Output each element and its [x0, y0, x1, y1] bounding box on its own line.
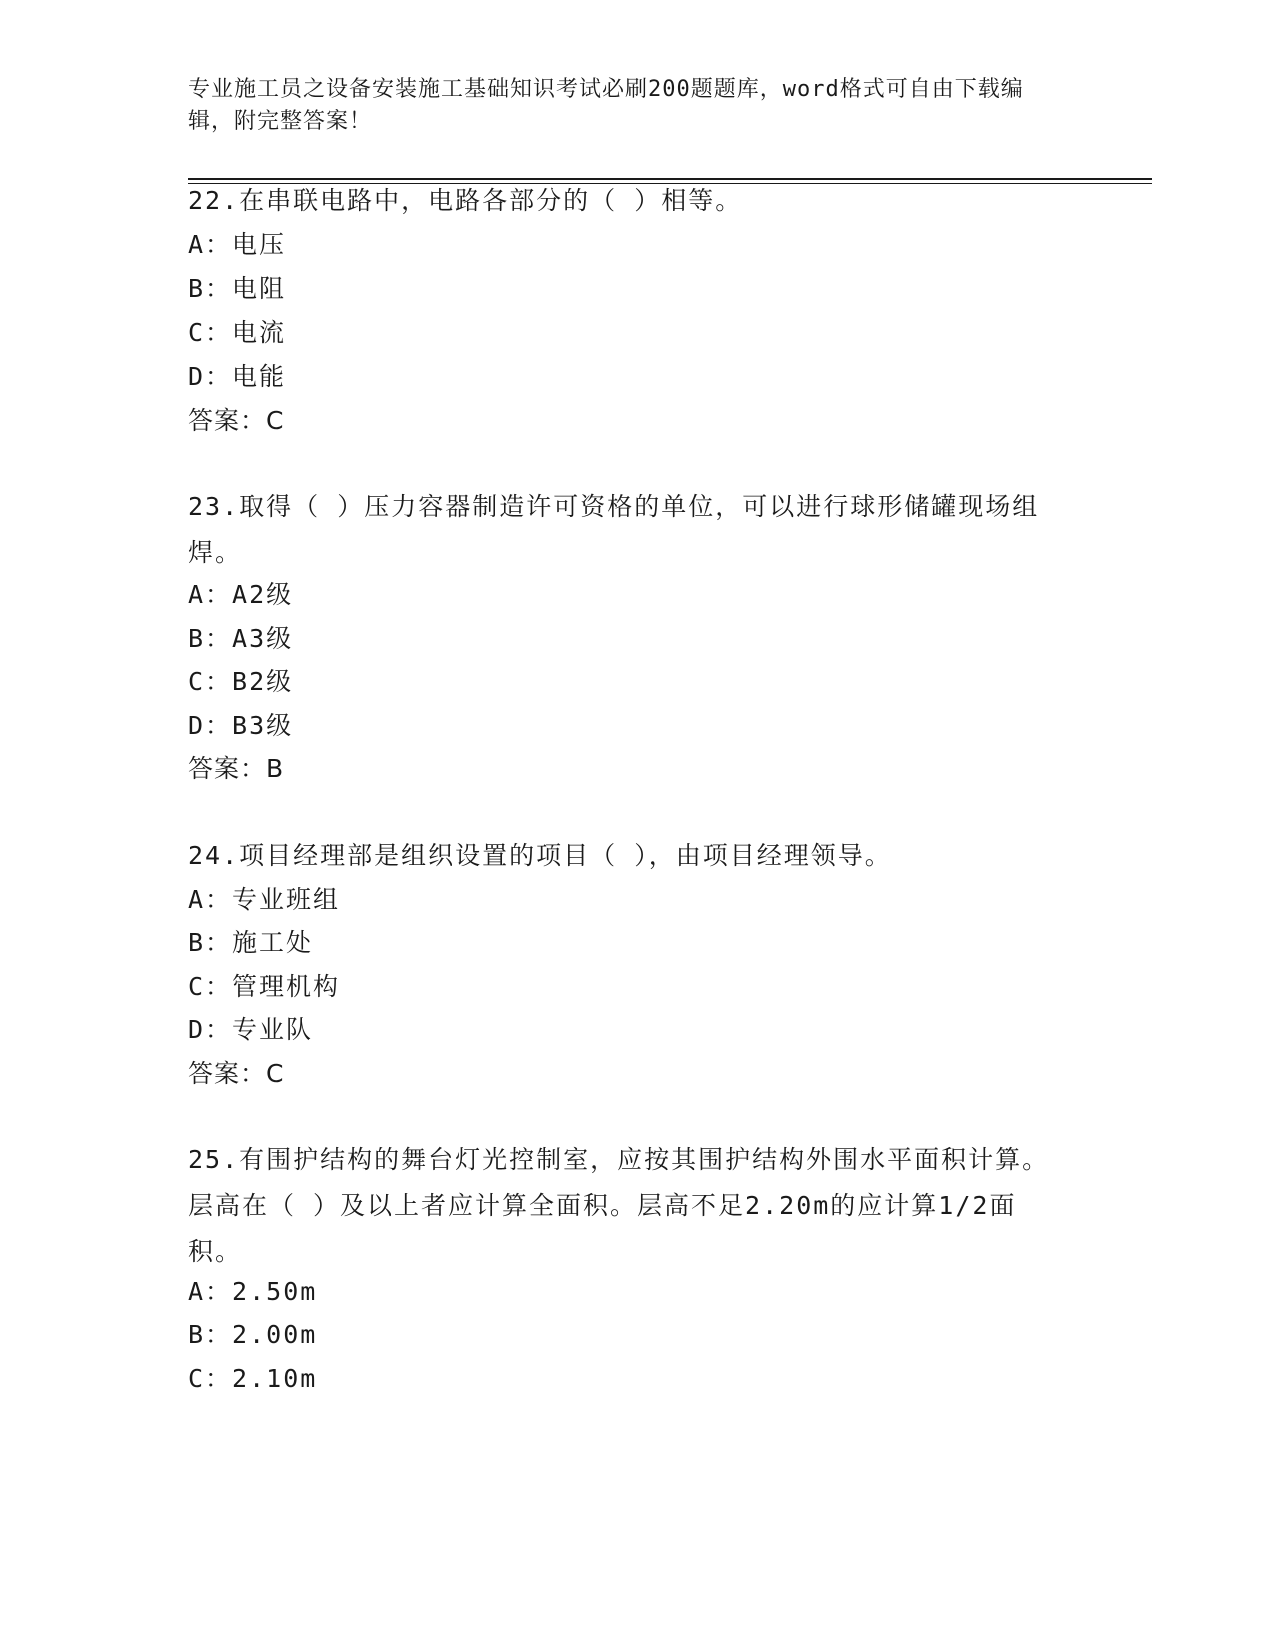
question-stem: 23.取得（ ）压力容器制造许可资格的单位，可以进行球形储罐现场组焊。 — [188, 492, 1040, 567]
question-stem: 25.有围护结构的舞台灯光控制室，应按其围护结构外围水平面积计算。层高在（ ）及以上者应计算全面积。层高不足2.20m的应计算1/2面积。 — [188, 1145, 1050, 1266]
option-c: C：管理机构 — [188, 972, 341, 1001]
answer: 答案：C — [188, 1059, 285, 1088]
document-header: 专业施工员之设备安装施工基础知识考试必刷200题题库，word格式可自由下载编辑，附完整答案！ — [188, 77, 1024, 134]
option-c: C：B2级 — [188, 667, 294, 696]
answer: 答案：C — [188, 406, 285, 435]
option-a: A：电压 — [188, 230, 287, 259]
option-d: D：B3级 — [188, 711, 294, 740]
option-c: C：2.10m — [188, 1364, 318, 1393]
answer: 答案：B — [188, 754, 285, 783]
option-a: A：专业班组 — [188, 885, 341, 914]
question-stem: 24.项目经理部是组织设置的项目（ ），由项目经理领导。 — [188, 841, 892, 870]
option-b: B：2.00m — [188, 1320, 318, 1349]
option-b: B：施工处 — [188, 928, 314, 957]
option-c: C：电流 — [188, 318, 287, 347]
option-d: D：电能 — [188, 362, 287, 391]
option-d: D：专业队 — [188, 1015, 314, 1044]
question-stem: 22.在串联电路中，电路各部分的（ ）相等。 — [188, 186, 743, 215]
option-a: A：A2级 — [188, 580, 294, 609]
option-a: A：2.50m — [188, 1277, 318, 1306]
option-b: B：A3级 — [188, 624, 294, 653]
option-b: B：电阻 — [188, 274, 287, 303]
